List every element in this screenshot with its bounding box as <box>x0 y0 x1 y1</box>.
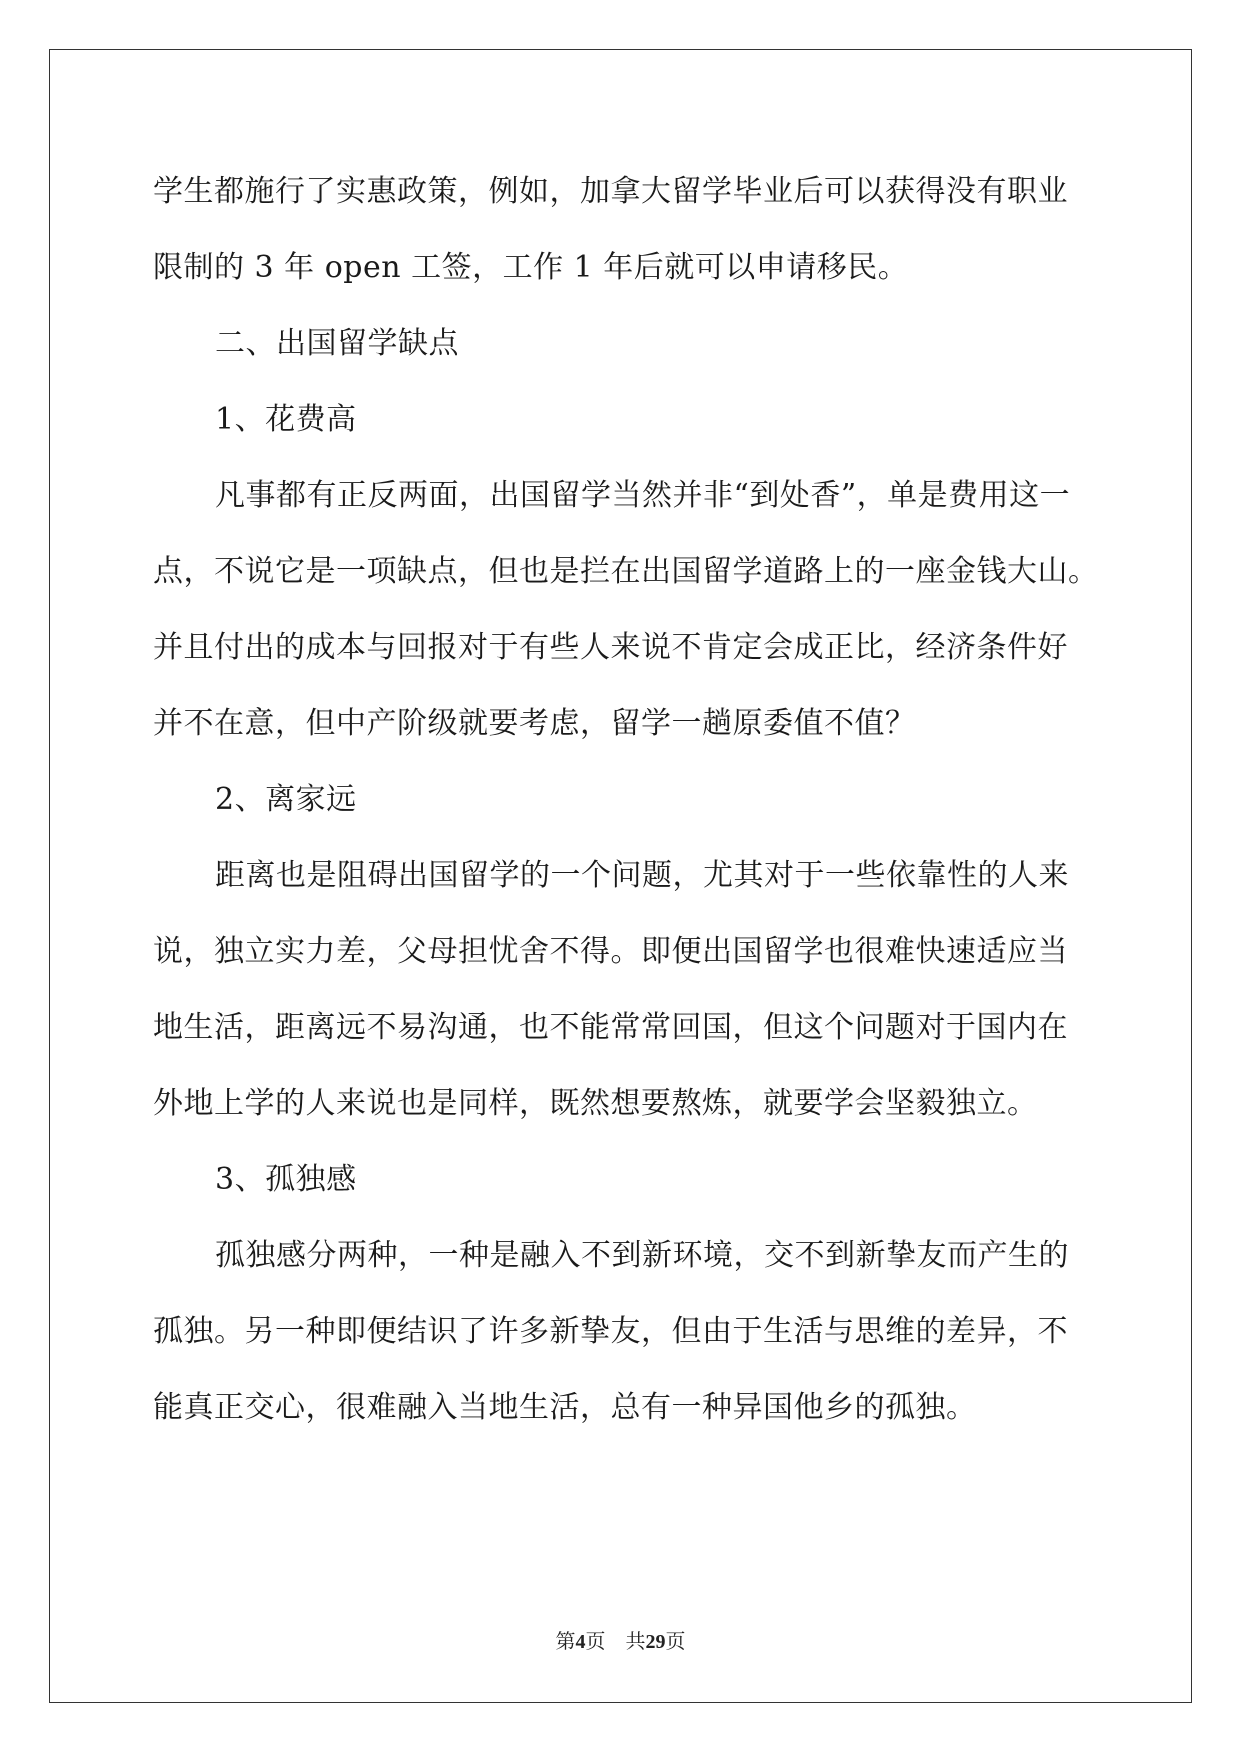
paragraph-line: 外地上学的人来说也是同样，既然想要熬炼，就要学会坚毅独立。 <box>153 1086 1038 1121</box>
subsection-heading: 2、离家远 <box>215 782 357 817</box>
total-suffix: 页 <box>665 1631 686 1653</box>
paragraph-line: 点，不说它是一项缺点，但也是拦在出国留学道路上的一座金钱大山。 <box>153 554 1099 589</box>
subsection-heading: 3、孤独感 <box>215 1162 357 1197</box>
paragraph-line: 说，独立实力差，父母担忧舍不得。即便出国留学也很难快速适应当 <box>153 934 1068 969</box>
page-footer <box>0 1625 1241 1654</box>
paragraph-line: 地生活，距离远不易沟通，也不能常常回国，但这个问题对于国内在 <box>153 1010 1068 1045</box>
subsection-heading: 1、花费高 <box>215 402 357 437</box>
total-pages: 29 <box>645 1631 666 1653</box>
page-prefix: 第 <box>555 1631 576 1653</box>
paragraph-line: 并不在意，但中产阶级就要考虑，留学一趟原委值不值？ <box>153 706 916 741</box>
paragraph-line: 凡事都有正反两面，出国留学当然并非“到处香”，单是费用这一 <box>215 478 1071 513</box>
paragraph-line: 孤独感分两种，一种是融入不到新环境，交不到新挚友而产生的 <box>215 1238 1069 1273</box>
page-number: 4 <box>575 1631 586 1653</box>
paragraph-line: 能真正交心，很难融入当地生活，总有一种异国他乡的孤独。 <box>153 1390 977 1425</box>
total-prefix: 共 <box>625 1631 646 1653</box>
paragraph-line: 限制的 3 年 open 工签，工作 1 年后就可以申请移民。 <box>153 250 909 285</box>
paragraph-line: 并且付出的成本与回报对于有些人来说不肯定会成正比，经济条件好 <box>153 630 1068 665</box>
paragraph-line: 孤独。另一种即便结识了许多新挚友，但由于生活与思维的差异，不 <box>153 1314 1068 1349</box>
section-heading: 二、出国留学缺点 <box>215 326 459 361</box>
paragraph-line: 距离也是阻碍出国留学的一个问题，尤其对于一些依靠性的人来 <box>215 858 1069 893</box>
paragraph-line: 学生都施行了实惠政策，例如，加拿大留学毕业后可以获得没有职业 <box>153 174 1068 209</box>
page-suffix: 页 <box>585 1631 606 1653</box>
